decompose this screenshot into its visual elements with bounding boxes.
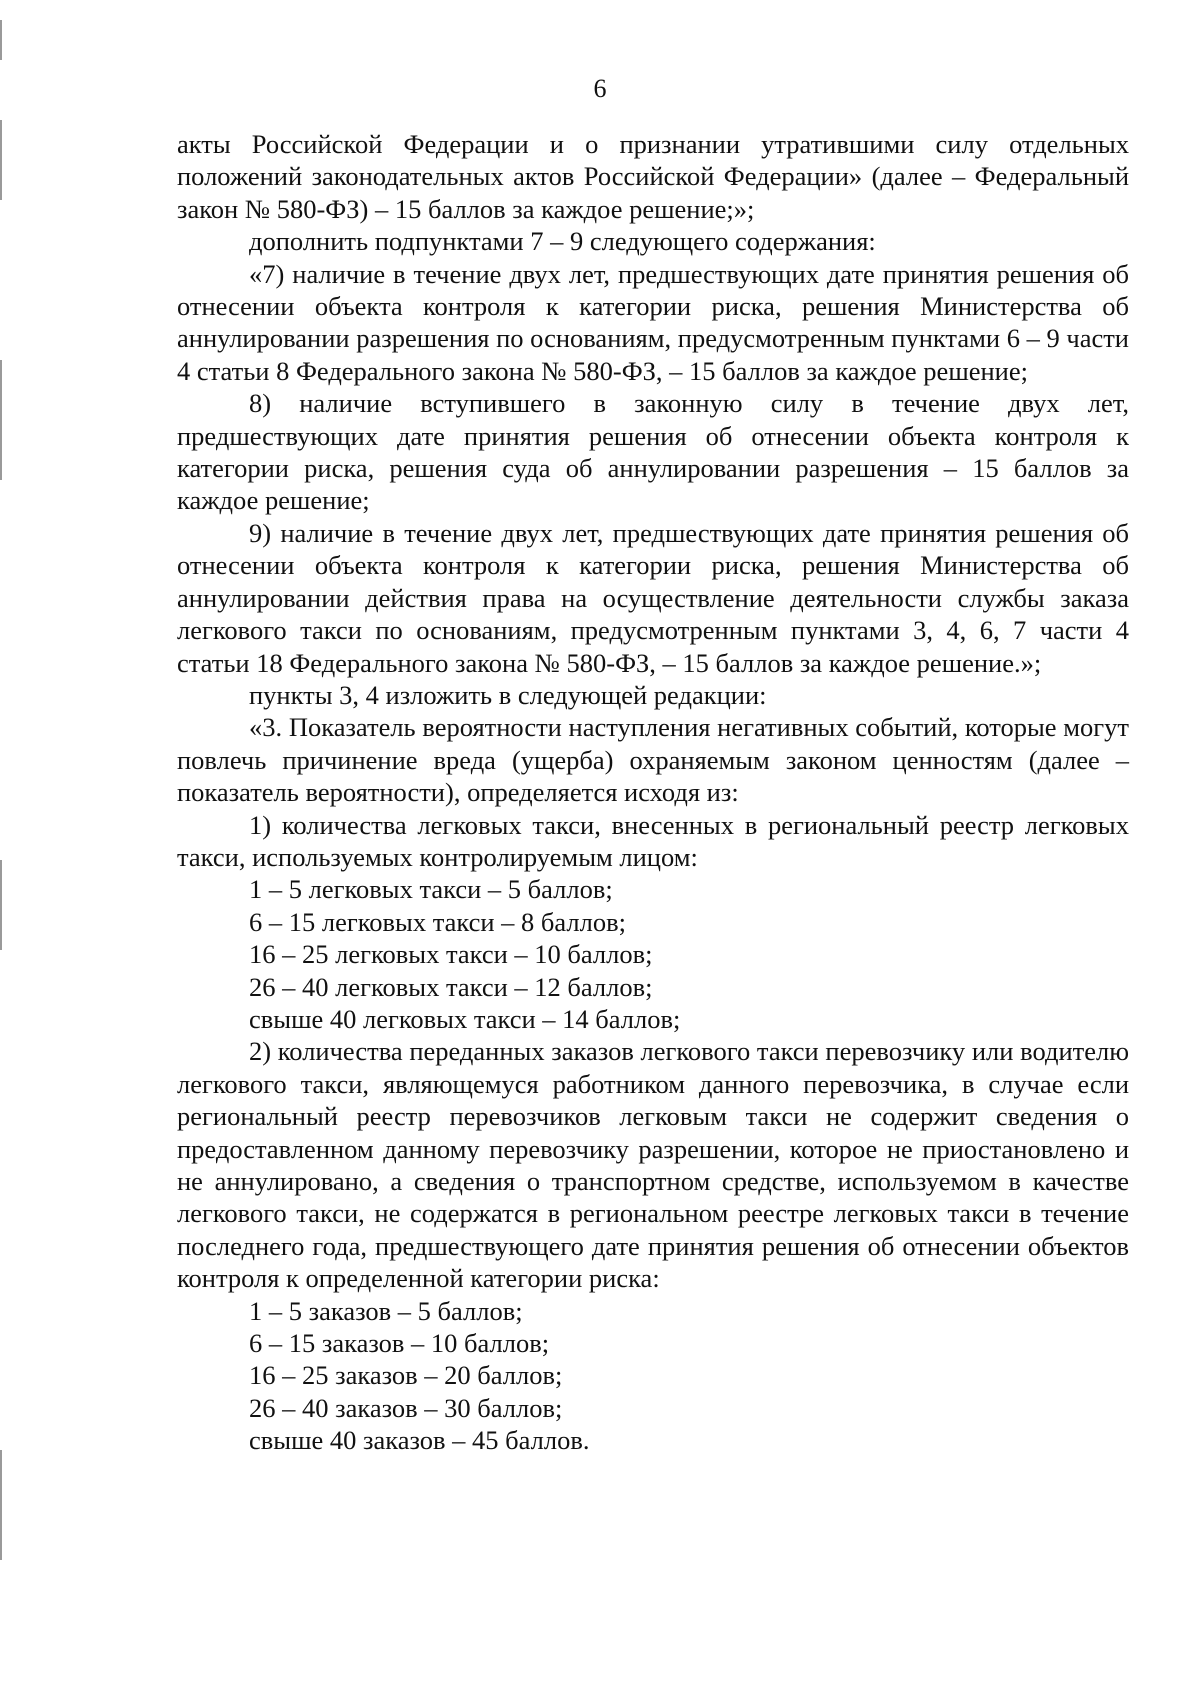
list-item-taxi-range: свыше 40 легковых такси – 14 баллов;	[249, 1003, 681, 1034]
scan-edge-mark	[0, 120, 2, 200]
paragraph-subitem-9: 9) наличие в течение двух лет, предшествующих дате принятия решения об отнесении объекта контроля к категории риска, решения Министерства об аннулировании действия права на осуществление деятельности службы заказа легкового такси по основаниям, предусмотренным пунктами 3, 4, 6, 7 части 4 статьи 18 Федерального закона № 580-ФЗ, – 15 баллов за каждое решение.»;	[177, 517, 1129, 678]
list-item-taxi-range: 6 – 15 легковых такси – 8 баллов;	[249, 906, 626, 937]
scan-edge-mark	[0, 1450, 2, 1560]
scan-edge-mark	[0, 360, 2, 480]
paragraph-criterion-2: 2) количества переданных заказов легкового такси перевозчику или водителю легкового такси, являющемуся работником данного перевозчика, в случае если региональный реестр перевозчиков легковым такси не содержит сведения о предоставленном данному перевозчику разрешении, которое не приостановлено и не аннулировано, а сведения о транспортном средстве, используемом в качестве легкового такси, не содержатся в региональном реестре легковых такси в течение последнего года, предшествующего дате принятия решения об отнесении объектов контроля к определенной категории риска:	[177, 1036, 1129, 1294]
list-item-taxi-range: 26 – 40 легковых такси – 12 баллов;	[249, 971, 653, 1002]
paragraph-new-edition-intro: пункты 3, 4 изложить в следующей редакции:	[249, 679, 767, 710]
list-item-order-range: 6 – 15 заказов – 10 баллов;	[249, 1328, 550, 1359]
paragraph-item-3: «3. Показатель вероятности наступления негативных событий, которые могут повлечь причинение вреда (ущерба) охраняемым законом ценностям (далее – показатель вероятности), определяется исходя из:	[177, 712, 1129, 808]
list-item-order-range: 16 – 25 заказов – 20 баллов;	[249, 1360, 563, 1391]
paragraph-subitem-8: 8) наличие вступившего в законную силу в течение двух лет, предшествующих дате принятия решения об отнесении объекта контроля к категории риска, решения суда об аннулировании разрешения – 15 баллов за каждое решение;	[177, 388, 1129, 516]
list-item-taxi-range: 16 – 25 легковых такси – 10 баллов;	[249, 939, 653, 970]
paragraph-amendment-intro: дополнить подпунктами 7 – 9 следующего содержания:	[249, 226, 876, 257]
list-item-order-range: 1 – 5 заказов – 5 баллов;	[249, 1295, 523, 1326]
list-item-order-range: 26 – 40 заказов – 30 баллов;	[249, 1392, 563, 1423]
paragraph-criterion-1: 1) количества легковых такси, внесенных в региональный реестр легковых такси, используемых контролируемым лицом:	[177, 809, 1129, 872]
document-body	[177, 128, 1129, 1457]
page-number: 6	[593, 74, 607, 103]
list-item-order-range: свыше 40 заказов – 45 баллов.	[249, 1425, 590, 1456]
paragraph-subitem-7: «7) наличие в течение двух лет, предшествующих дате принятия решения об отнесении объекта контроля к категории риска, решения Министерства об аннулировании разрешения по основаниям, предусмотренным пунктами 6 – 9 части 4 статьи 8 Федерального закона № 580-ФЗ, – 15 баллов за каждое решение;	[177, 258, 1129, 386]
paragraph-continuation: акты Российской Федерации и о признании утратившими силу отдельных положений законодательных актов Российской Федерации» (далее – Федеральный закон № 580-ФЗ) – 15 баллов за каждое решение;»;	[177, 129, 1129, 224]
scan-edge-mark	[0, 20, 2, 60]
list-item-taxi-range: 1 – 5 легковых такси – 5 баллов;	[249, 874, 613, 905]
scan-edge-mark	[0, 860, 2, 950]
